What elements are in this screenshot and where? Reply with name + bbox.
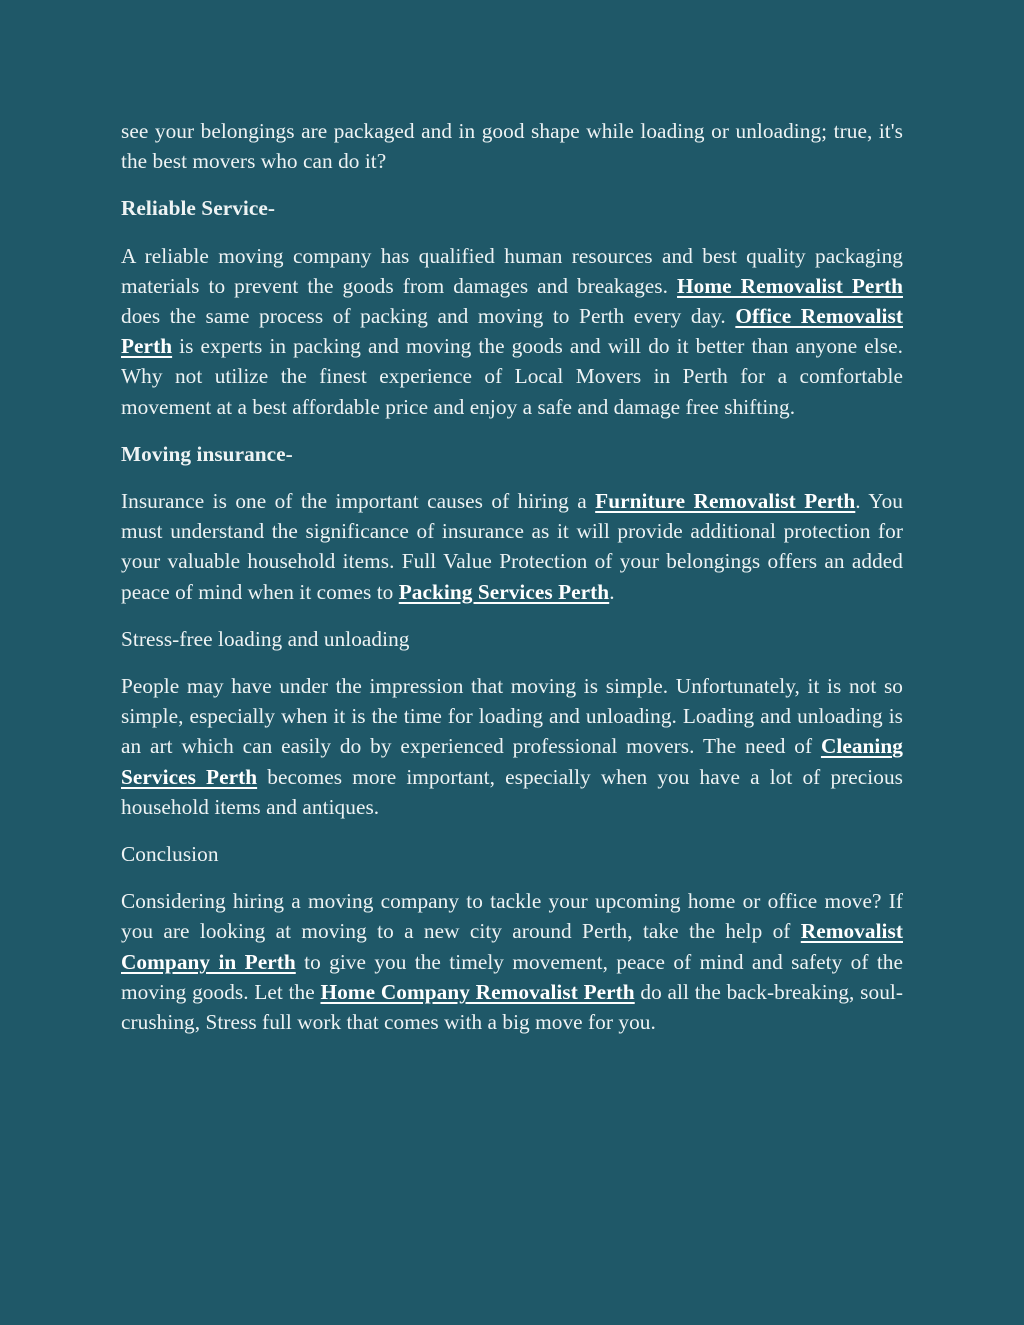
paragraph [121,886,903,1037]
section-heading [121,439,903,469]
text-run: does the same process of packing and moving to Perth every day. [121,304,736,329]
section-heading [121,193,903,223]
packing-services-perth-link[interactable]: Packing Services Perth [398,579,610,604]
paragraph [121,486,903,607]
paragraph [121,116,903,176]
text-run: . You must understand the significance of insurance as it will provide additional protection for your valuable household items. Full Value Protection of your belongings offers an added peace of mind when it comes to [121,489,903,604]
removalist-company-in-perth-link[interactable]: Removalist Company in Perth [121,919,903,974]
text-run: . [609,579,615,604]
text-run: Considering hiring a moving company to tackle your upcoming home or office move? If you are looking at moving to a new city around Perth, take the help of [121,889,903,944]
furniture-removalist-perth-link[interactable]: Furniture Removalist Perth [595,489,856,514]
text-run: see your belongings are packaged and in good shape while loading or unloading; true, it's the best movers who can do it? [121,119,903,174]
section-heading [121,839,903,869]
text-run: becomes more important, especially when you have a lot of precious household items and antiques. [121,764,903,819]
text-run: to give you the timely movement, peace of mind and safety of the moving goods. Let the [121,949,903,1004]
text-run: is experts in packing and moving the goods and will do it better than anyone else. Why not utilize the finest experience of Local Movers in Perth for a comfortable movement at a best affordable price and enjoy a safe and damage free shifting. [121,334,903,419]
cleaning-services-perth-link[interactable]: Cleaning Services Perth [121,734,903,789]
paragraph [121,671,903,822]
paragraph [121,241,903,422]
section-heading [121,624,903,654]
office-removalist-perth-link[interactable]: Office Removalist Perth [121,304,903,359]
document-body [121,116,903,1037]
home-company-removalist-perth-link[interactable]: Home Company Removalist Perth [320,979,635,1004]
home-removalist-perth-link[interactable]: Home Removalist Perth [677,273,903,298]
text-run: Reliable Service- [121,196,276,221]
text-run: People may have under the impression that moving is simple. Unfortunately, it is not so simple, especially when it is the time for loading and unloading. Loading and unloading is an art which can easily do by experienced professional movers. The need of [121,674,903,759]
text-run: Moving insurance- [121,441,293,466]
text-run: Conclusion [121,842,219,867]
text-run: A reliable moving company has qualified human resources and best quality packaging materials to prevent the goods from damages and breakages. [121,243,903,298]
text-run: Insurance is one of the important causes of hiring a [121,489,596,514]
text-run: do all the back-breaking, soul-crushing, Stress full work that comes with a big move for you. [121,979,903,1035]
text-run: Stress-free loading and unloading [121,626,410,651]
